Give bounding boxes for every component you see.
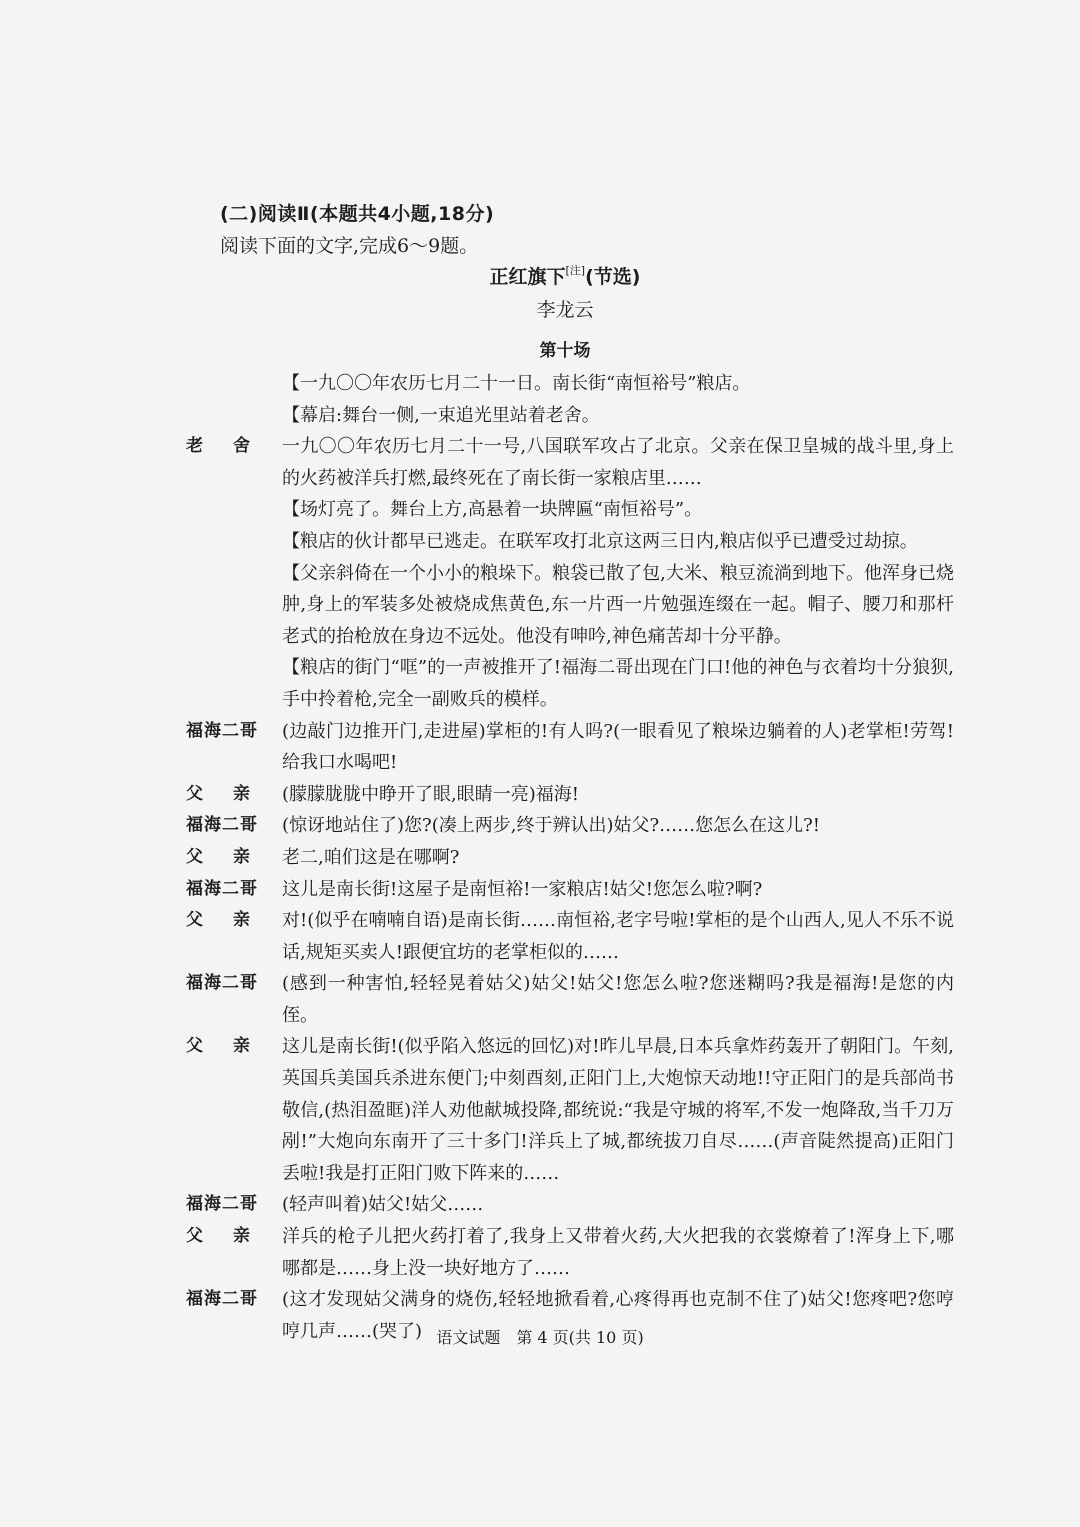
speaker-name: 父亲: [186, 846, 280, 867]
play-title-text: 正红旗下: [489, 266, 566, 288]
dialogue-text: (轻声叫着)姑父!姑父……: [282, 1194, 484, 1216]
script-line: [186, 1031, 956, 1189]
stage-direction: 【一九〇〇年农历七月二十一日。南长街“南恒裕号”粮店。: [282, 373, 751, 394]
play-title-suffix: (节选): [585, 266, 641, 288]
speaker-name: [186, 558, 282, 653]
dialogue-text: (边敲门边推开门,走进屋)掌柜的!有人吗?(一眼看见了粮垛边躺着的人)老掌柜!劳驾!给我口水喝吧!: [282, 720, 954, 774]
speaker-name: 父亲: [186, 1226, 280, 1247]
dialogue-text: 这儿是南长街!这屋子是南恒裕!一家粮店!姑父!您怎么啦?啊?: [282, 878, 763, 900]
script-line: [186, 526, 956, 558]
stage-direction: 【粮店的伙计都早已逃走。在联军攻打北京这两三日内,粮店似乎已遭受过劫掠。: [282, 530, 918, 552]
stage-direction: 【场灯亮了。舞台上方,高悬着一块牌匾“南恒裕号”。: [282, 499, 703, 521]
script-line: [186, 842, 956, 874]
speaker-name: 父亲: [186, 1036, 280, 1057]
dialogue-text: (这才发现姑父满身的烧伤,轻轻地掀看着,心疼得再也克制不住了)姑父!您疼吧?您哼哼几声……(哭了): [282, 1289, 954, 1342]
speaker-name: [186, 368, 282, 400]
dialogue-text: (朦朦胧胧中睁开了眼,眼睛一亮)福海!: [282, 783, 579, 805]
script-line: [186, 1221, 956, 1284]
speaker-name: [186, 526, 282, 558]
script-line: [186, 652, 956, 715]
script-line: [186, 810, 956, 842]
script-line: [186, 400, 956, 432]
script-line: [186, 716, 956, 779]
speaker-name: [186, 494, 282, 526]
script-line: [186, 368, 956, 400]
speaker-name: 父亲: [186, 910, 280, 931]
reading-instruction: 阅读下面的文字,完成6～9题。: [220, 235, 479, 257]
speaker-name: 福海二哥: [186, 973, 258, 994]
speaker-name: 福海二哥: [186, 878, 258, 899]
dialogue-text: (惊讶地站住了)您?(凑上两步,终于辨认出)姑父?……您怎么在这儿?!: [282, 815, 820, 837]
dialogue-text: 这儿是南长街!(似乎陷入悠远的回忆)对!昨儿早晨,日本兵拿炸药轰开了朝阳门。午刻,英国兵美国兵杀进东便门;中刻酉刻,正阳门上,大炮惊天动地!!守正阳门的是兵部尚书敬信,(热泪盈眶)洋人劝他献城投降,都统说:“我是守城的将军,不发一炮降敌,当千刀万剐!”大炮向东南开了三十多门!洋兵上了城,都统拔刀自尽……(声音陡然提高)正阳门丢啦!我是打正阳门败下阵来的……: [282, 1036, 954, 1184]
script-line: [186, 779, 956, 811]
speaker-name: 福海二哥: [186, 720, 258, 741]
script-line: [186, 558, 956, 653]
note-mark: [注]: [565, 264, 586, 277]
page-footer: 语文试题 第 4 页(共 10 页): [436, 1328, 644, 1347]
speaker-name: 父亲: [186, 783, 280, 804]
script-line: [186, 874, 956, 906]
speaker-name: 福海二哥: [186, 815, 258, 836]
speaker-name: [186, 652, 282, 715]
script-line: [186, 968, 956, 1031]
stage-direction: 【幕启:舞台一侧,一束追光里站着老舍。: [282, 404, 600, 426]
script-line: [186, 494, 956, 526]
speaker-name: 福海二哥: [186, 1289, 258, 1310]
script-body: [186, 368, 956, 1347]
dialogue-text: 洋兵的枪子儿把火药打着了,我身上又带着火药,大火把我的衣裳燎着了!浑身上下,哪哪都是……身上没一块好地方了……: [282, 1226, 954, 1279]
stage-direction: 【父亲斜倚在一个小小的粮垛下。粮袋已散了包,大米、粮豆流淌到地下。他浑身已烧肿,身上的军装多处被烧成焦黄色,东一片西一片勉强连缀在一起。帽子、腰刀和那杆老式的抬枪放在身边不远处。他没有呻吟,神色痛苦却十分平静。: [282, 562, 954, 647]
play-title: [0, 262, 1080, 289]
speaker-name: 老舍: [186, 436, 280, 457]
script-line: [186, 905, 956, 968]
script-line: [186, 1189, 956, 1221]
dialogue-text: 老二,咱们这是在哪啊?: [282, 846, 460, 868]
play-author: 李龙云: [536, 299, 594, 321]
section-heading: (二)阅读Ⅱ(本题共4小题,18分): [220, 203, 495, 225]
scene-heading: 第十场: [539, 341, 591, 361]
script-line: [186, 431, 956, 494]
stage-direction: 【粮店的街门“哐”的一声被推开了!福海二哥出现在门口!他的神色与衣着均十分狼狈,手中拎着枪,完全一副败兵的模样。: [282, 657, 954, 710]
speaker-name: [186, 400, 282, 432]
dialogue-text: (感到一种害怕,轻轻晃着姑父)姑父!姑父!您怎么啦?您迷糊吗?我是福海!是您的内侄。: [282, 973, 954, 1026]
dialogue-text: 对!(似乎在喃喃自语)是南长街……南恒裕,老字号啦!掌柜的是个山西人,见人不乐不说话,规矩买卖人!跟便宜坊的老掌柜似的……: [282, 910, 954, 963]
speaker-name: 福海二哥: [186, 1194, 258, 1215]
dialogue-text: 一九〇〇年农历七月二十一号,八国联军攻占了北京。父亲在保卫皇城的战斗里,身上的火药被洋兵打燃,最终死在了南长街一家粮店里……: [282, 436, 954, 489]
